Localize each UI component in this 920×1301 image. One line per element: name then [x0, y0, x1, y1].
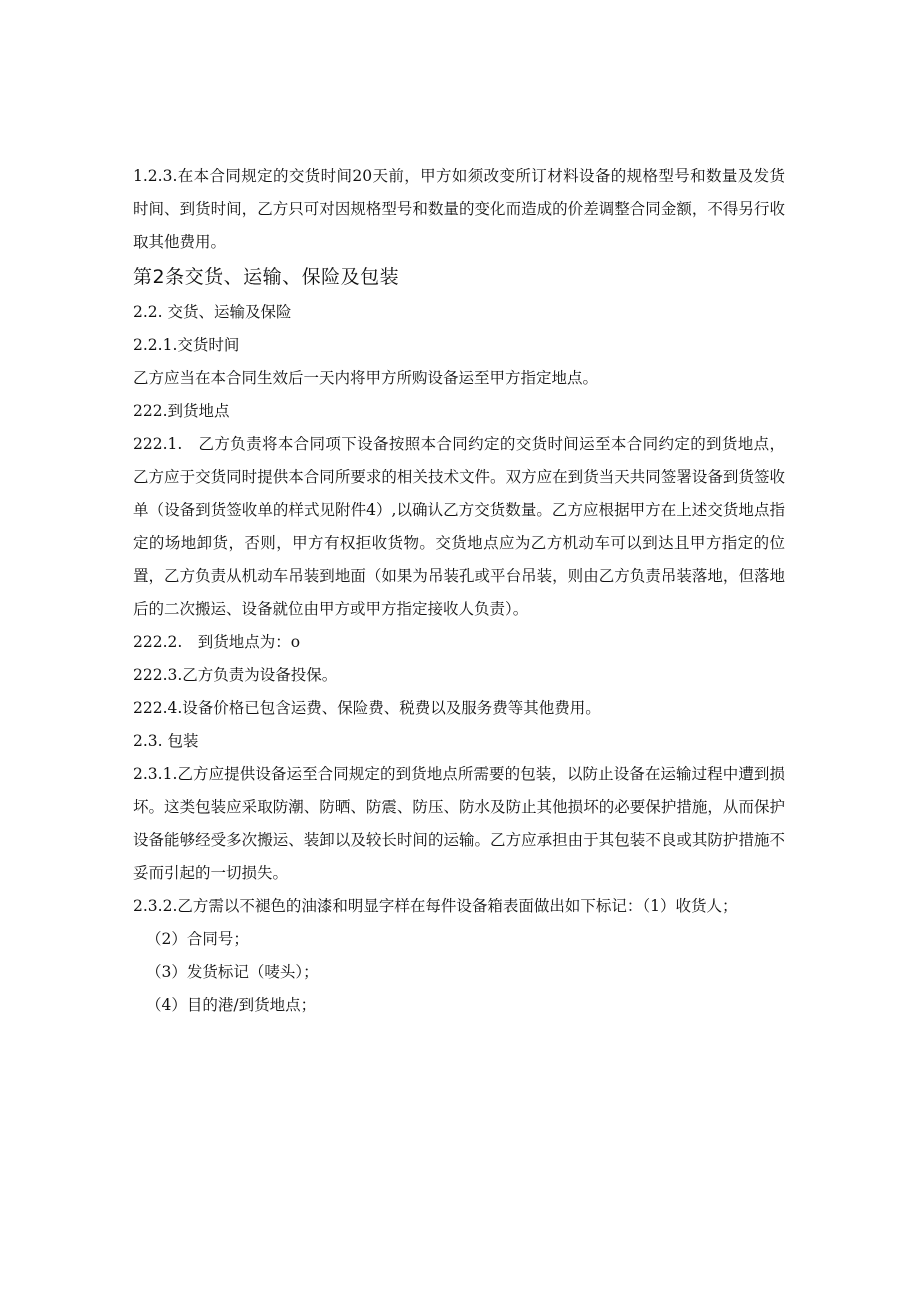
article-2-heading: 第2条交货、运输、保险及包装 [133, 266, 400, 288]
clause-222-2: 222.2. 到货地点为：o [133, 633, 301, 651]
section-2-2-title: 2.2. 交货、运输及保险 [133, 303, 292, 321]
clause-222-1: 222.1. 乙方负责将本合同项下设备按照本合同约定的交货时间运至本合同约定的到货地点，乙方应于交货同时提供本合同所要求的相关技术文件。双方应在到货当天共同签署设备到货签收单（设备到货签收单的样式见附件4）,以确认乙方交货数量。乙方应根据甲方在上述交货地点指定的场地卸货，否则，甲方有权拒收货物。交货地点应为乙方机动车可以到达且甲方指定的位置，乙方负责从机动车吊装到地面（如果为吊装孔或平台吊装，则由乙方负责吊装落地，但落地后的二次搬运、设备就位由甲方或甲方指定接收人负责）。 [133, 435, 785, 618]
section-2-3-title: 2.3. 包装 [133, 732, 199, 750]
clause-2-3-1: 2.3.1.乙方应提供设备运至合同规定的到货地点所需要的包装，以防止设备在运输过程中遭到损坏。这类包装应采取防潮、防晒、防震、防压、防水及防止其他损坏的必要保护措施，从而保护设备能够经受多次搬运、装卸以及较长时间的运输。乙方应承担由于其包装不良或其防护措施不妥而引起的一切损失。 [133, 765, 785, 882]
clause-2-3-2: 2.3.2.乙方需以不褪色的油漆和明显字样在每件设备箱表面做出如下标记：（1）收货人； [133, 897, 738, 915]
marking-item-3: （3）发货标记（唛头）； [146, 963, 319, 981]
marking-item-2: （2）合同号； [146, 930, 249, 948]
clause-222-3: 222.3.乙方负责为设备投保。 [133, 666, 338, 684]
section-2-2-1-title: 2.2.1.交货时间 [133, 336, 240, 354]
document-body [133, 160, 785, 1022]
clause-1-2-3: 1.2.3.在本合同规定的交货时间20天前，甲方如须改变所订材料设备的规格型号和数量及发货时间、到货时间，乙方只可对因规格型号和数量的变化而造成的价差调整合同金额，不得另行收取其他费用。 [133, 167, 785, 251]
clause-222-4: 222.4.设备价格已包含运费、保险费、税费以及服务费等其他费用。 [133, 699, 601, 717]
delivery-time-text: 乙方应当在本合同生效后一天内将甲方所购设备运至甲方指定地点。 [133, 369, 599, 387]
marking-item-4: （4）目的港/到货地点； [146, 996, 317, 1014]
section-222-title: 222.到货地点 [133, 402, 230, 420]
